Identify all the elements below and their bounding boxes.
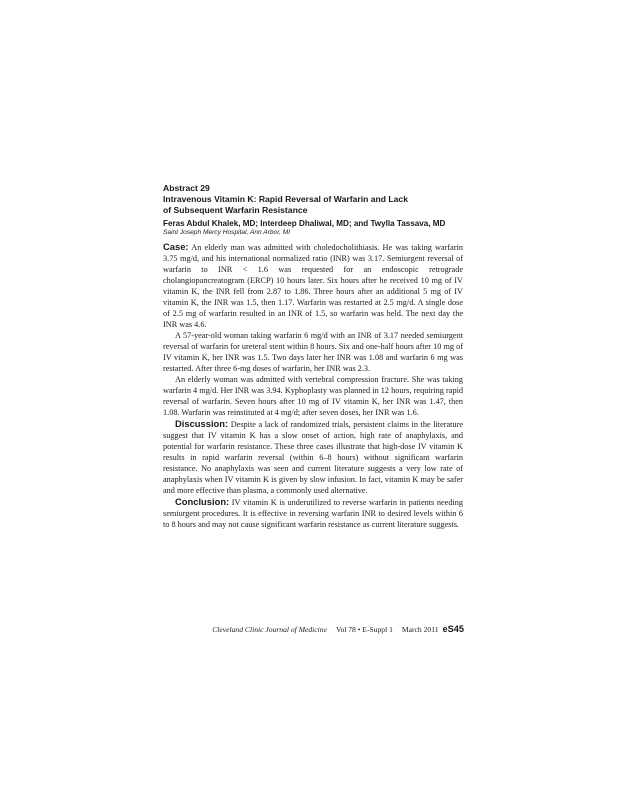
case-paragraph-2: A 57-year-old woman taking warfarin 6 mg/d with an INR of 3.17 needed semiurgent reversal of warfarin for ureteral stent within 8 hours. Six and one-half hours after 10 mg of IV vitamin K, her INR was 1.5. Two days later her INR was 1.08 and warfarin 6 mg was restarted. After three 6-mg doses of warfarin, her INR was 2.3.: [163, 331, 463, 373]
author-list: Feras Abdul Khalek, MD; Interdeep Dhaliwal, MD; and Twylla Tassava, MD: [163, 219, 446, 228]
affiliation: Saint Joseph Mercy Hospital, Ann Arbor, MI: [163, 229, 291, 236]
conclusion-paragraph: [163, 496, 463, 530]
conclusion-text: IV vitamin K is underutilized to reverse warfarin in patients needing semiurgent procedures. It is effective in reversing warfarin INR to desired levels within 6 to 8 hours and may not cause significant warfarin resistance as current literature suggests.: [163, 498, 463, 529]
issue-date: March 2011: [401, 625, 439, 634]
conclusion-heading: Conclusion:: [175, 496, 230, 507]
case-paragraph: [163, 241, 463, 330]
discussion-text: Despite a lack of randomized trials, persistent claims in the literature suggest that IV vitamin K has a slow onset of action, high rate of anaphylaxis, and potential for warfarin resistance. These three cases illustrate that high-dose IV vitamin K results in rapid warfarin reversal (within 6–8 hours) without significant warfarin resistance. No anaphylaxis was seen and current literature suggests a very low rate of anaphylaxis when IV vitamin K is given by slow infusion. In fact, vitamin K may be safer and more effective than plasma, a commonly used alternative.: [163, 420, 463, 495]
case-text: An elderly man was admitted with choledocholithiasis. He was taking warfarin 3.75 mg/d, and his international normalized ratio (INR) was 3.17. Semiurgent reversal of warfarin to INR < 1.6 was requested for an endoscopic retrograde cholangiopancreatogram (ERCP) 10 hours later. Six hours after he received 10 mg of IV vitamin K, the INR fell from 2.87 to 1.86. Three hours after an additional 5 mg of IV vitamin K, the INR was 1.5, then 1.17. Warfarin was restarted at 2.5 mg/d. A single dose of 2.5 mg of warfarin resulted in an INR of 1.5, so warfarin was held. The next day the INR was 4.6.: [163, 243, 463, 329]
discussion-heading: Discussion:: [175, 418, 229, 429]
abstract-label: Abstract 29: [163, 183, 210, 193]
case-paragraph-3: An elderly woman was admitted with vertebral compression fracture. She was taking warfarin 4 mg/d. Her INR was 3.94. Kyphoplasty was planned in 12 hours, requiring rapid reversal of warfarin. Seven hours after 10 mg of IV vitamin K, her INR was 1.47, then 1.08. Warfarin was reinstituted at 4 mg/d; after seven doses, her INR was 1.6.: [163, 375, 463, 417]
case-heading: Case:: [163, 241, 189, 252]
discussion-paragraph: [163, 418, 463, 496]
title-line-2: of Subsequent Warfarin Resistance: [163, 204, 308, 215]
abstract-body: [163, 241, 463, 530]
title-line-1: Intravenous Vitamin K: Rapid Reversal of Warfarin and Lack: [163, 194, 408, 204]
abstract-header: [163, 183, 463, 238]
journal-name: Cleveland Clinic Journal of Medicine: [212, 625, 327, 634]
page-number: eS45: [442, 624, 464, 634]
volume-info: Vol 78 • E-Suppl 1: [335, 625, 393, 634]
abstract-title: [163, 194, 463, 215]
page-footer: [163, 623, 464, 636]
